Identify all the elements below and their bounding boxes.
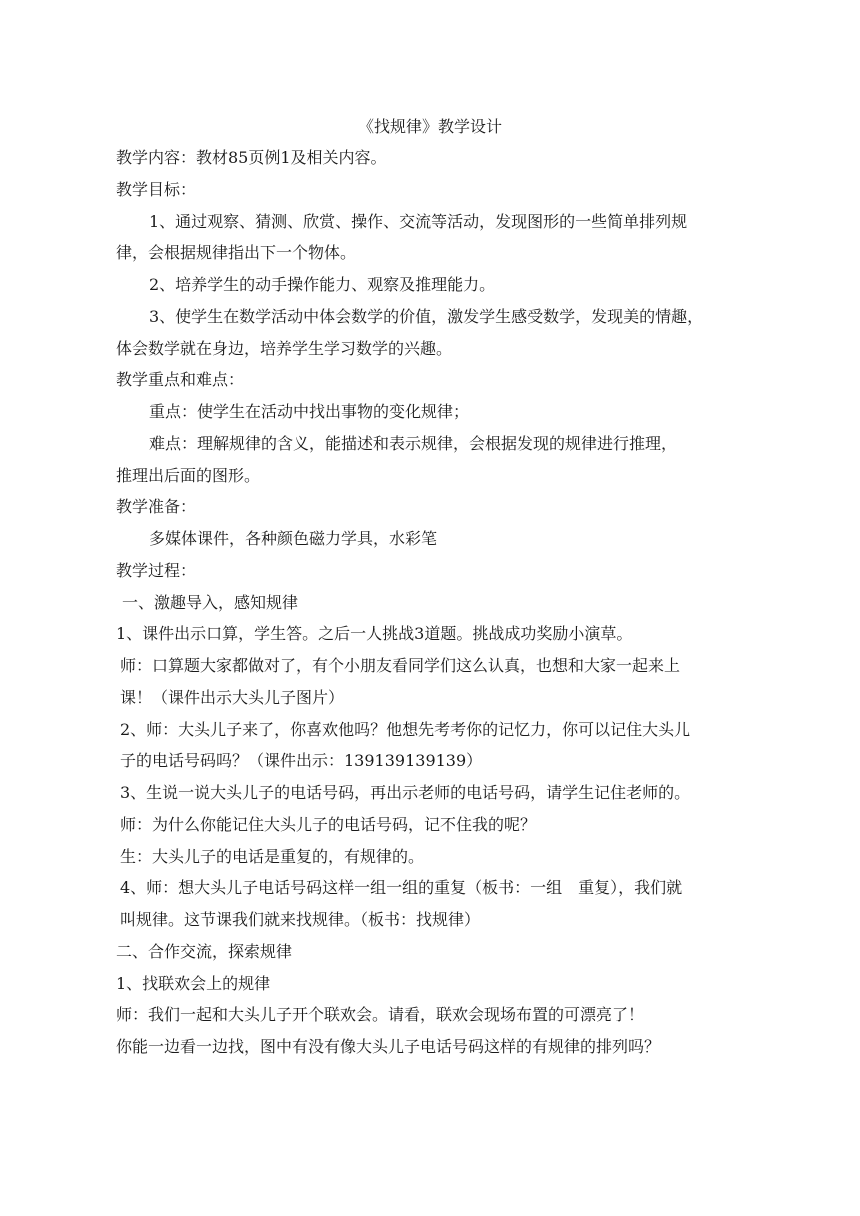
paragraph-line: 生：大头儿子的电话是重复的，有规律的。 [120,846,425,866]
document-body [116,142,746,1063]
section-heading: 教学重点和难点： [116,370,245,390]
paragraph-line: 1、找联欢会上的规律 [116,973,271,993]
paragraph-line: 你能一边看一边找，图中有没有像大头儿子电话号码这样的有规律的排列吗？ [116,1037,661,1056]
paragraph-line: 体会数学就在身边，培养学生学习数学的兴趣。 [116,338,453,358]
paragraph-line: 教学内容：教材85页例1及相关内容。 [116,148,387,167]
paragraph-line: 4、师：想大头儿子电话号码这样一组一组的重复（板书：一组 重复），我们就 [120,878,683,898]
paragraph-line: 2、师：大头儿子来了，你喜欢他吗？他想先考考你的记忆力，你可以记住大头儿 [120,719,691,739]
paragraph-line: 师：口算题大家都做对了，有个小朋友看同学们这么认真，也想和大家一起来上 [120,656,681,675]
paragraph-line: 师：我们一起和大头儿子开个联欢会。请看，联欢会现场布置的可漂亮了！ [116,1005,645,1025]
paragraph-line: 课！（课件出示大头儿子图片） [120,687,345,707]
paragraph-line: 师：为什么你能记住大头儿子的电话号码，记不住我的呢？ [120,814,537,834]
paragraph-line: 3、生说一说大头儿子的电话号码，再出示老师的电话号码，请学生记住老师的。 [120,783,691,802]
paragraph-line: 多媒体课件，各种颜色磁力学具，水彩笔 [149,529,438,548]
paragraph-line: 子的电话号码吗？（课件出示：139139139139） [120,751,483,771]
paragraph-line: 推理出后面的图形。 [116,465,261,485]
subsection-heading: 一、激趣导入，感知规律 [122,592,299,612]
document-title: 《找规律》教学设计 [357,117,502,136]
subsection-heading: 二、合作交流，探索规律 [116,941,293,961]
paragraph-line: 3、使学生在数学活动中体会数学的价值，激发学生感受数学，发现美的情趣， [149,306,704,326]
paragraph-line: 重点：使学生在活动中找出事物的变化规律； [149,402,470,421]
paragraph-line: 律，会根据规律指出下一个物体。 [116,243,357,263]
section-heading: 教学目标： [116,179,197,199]
paragraph-line: 2、培养学生的动手操作能力、观察及推理能力。 [149,275,496,294]
paragraph-line: 1、课件出示口算，学生答。之后一人挑战3道题。挑战成功奖励小演草。 [116,624,633,644]
paragraph-line: 叫规律。这节课我们就来找规律。（板书：找规律） [120,910,481,929]
section-heading: 教学过程： [116,560,197,580]
paragraph-line: 难点：理解规律的含义，能描述和表示规律，会根据发现的规律进行推理， [149,433,678,453]
paragraph-line: 1、通过观察、猜测、欣赏、操作、交流等活动，发现图形的一些简单排列规 [149,211,688,231]
section-heading: 教学准备： [116,497,197,517]
